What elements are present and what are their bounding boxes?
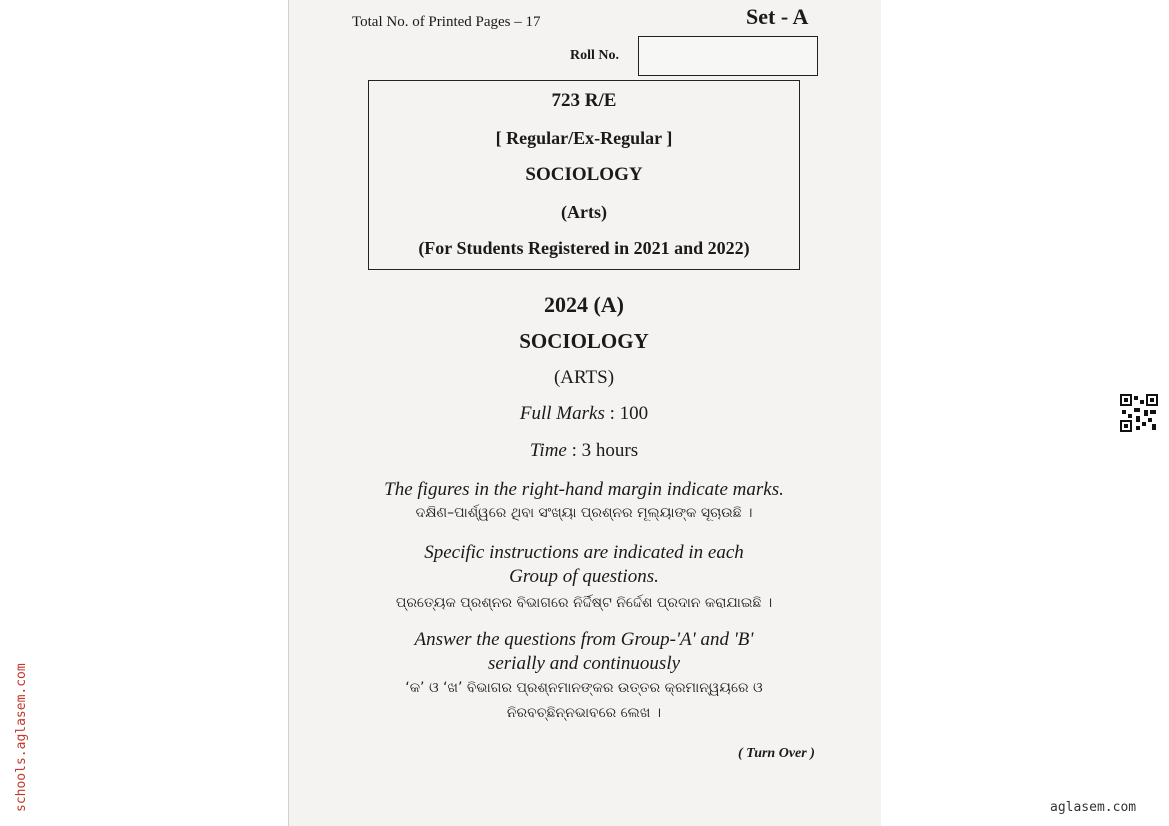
brand-label: aglasem.com [1050,800,1137,815]
time-allowed [288,440,880,462]
full-marks-value: : 100 [604,403,649,424]
roll-number-label: Roll No. [570,48,619,63]
roll-number-box [638,36,818,76]
specific-instruction-odia: ପ୍ରତ୍ୟେକ ପ୍ରଶ୍ନର ବିଭାଗରେ ନିର୍ଦ୍ଦିଷ୍ଟ ନିର୍ଦ୍ଦେଶ ପ୍ରଦାନ କରାଯାଇଛି । [395,595,773,611]
full-marks-label: Full Marks [519,403,605,424]
exam-year: 2024 (A) [543,292,625,317]
answer-instruction-odia-line2: ନିରବଚ୍ଛିନ୍ନଭାବରେ ଲେଖ । [506,705,662,721]
marks-instruction-en: The figures in the right-hand margin indicate marks. [384,479,784,500]
specific-instruction-line1: Specific instructions are indicated in each [424,542,744,563]
set-label: Set - A [746,4,809,29]
exam-stream: (ARTS) [553,367,615,388]
exam-type: [ Regular/Ex-Regular ] [495,128,673,148]
time-label: Time [529,440,567,461]
exam-subject: SOCIOLOGY [519,329,649,353]
side-watermark: schools.aglasem.com [14,663,29,812]
total-pages: Total No. of Printed Pages – 17 [352,14,541,30]
specific-instruction-line2: Group of questions. [509,566,659,587]
box-stream: (Arts) [561,202,607,222]
registered-students: (For Students Registered in 2021 and 2022) [418,238,750,258]
box-subject: SOCIOLOGY [525,164,643,185]
full-marks [288,403,880,425]
answer-instruction-line2: serially and continuously [487,653,681,674]
paper-code: 723 R/E [551,90,617,111]
answer-instruction-odia-line1: ‘କ’ ଓ ‘ଖ’ ବିଭାଗର ପ୍ରଶ୍ନମାନଙ୍କର ଉତ୍ତର କ୍ରମାନ୍ୱୟରେ ଓ [405,680,763,696]
marks-instruction-odia: ଦକ୍ଷିଣ–ପାର୍ଶ୍ୱରେ ଥିବା ସଂଖ୍ୟା ପ୍ରଶ୍ନର ମୂଲ୍ୟାଙ୍କ ସୂଚାଉଛି । [415,505,753,521]
qr-code-icon [1120,394,1158,432]
answer-instruction-line1: Answer the questions from Group-'A' and 'B' [414,629,754,650]
turn-over: ( Turn Over ) [738,746,815,761]
time-value: : 3 hours [566,440,639,461]
